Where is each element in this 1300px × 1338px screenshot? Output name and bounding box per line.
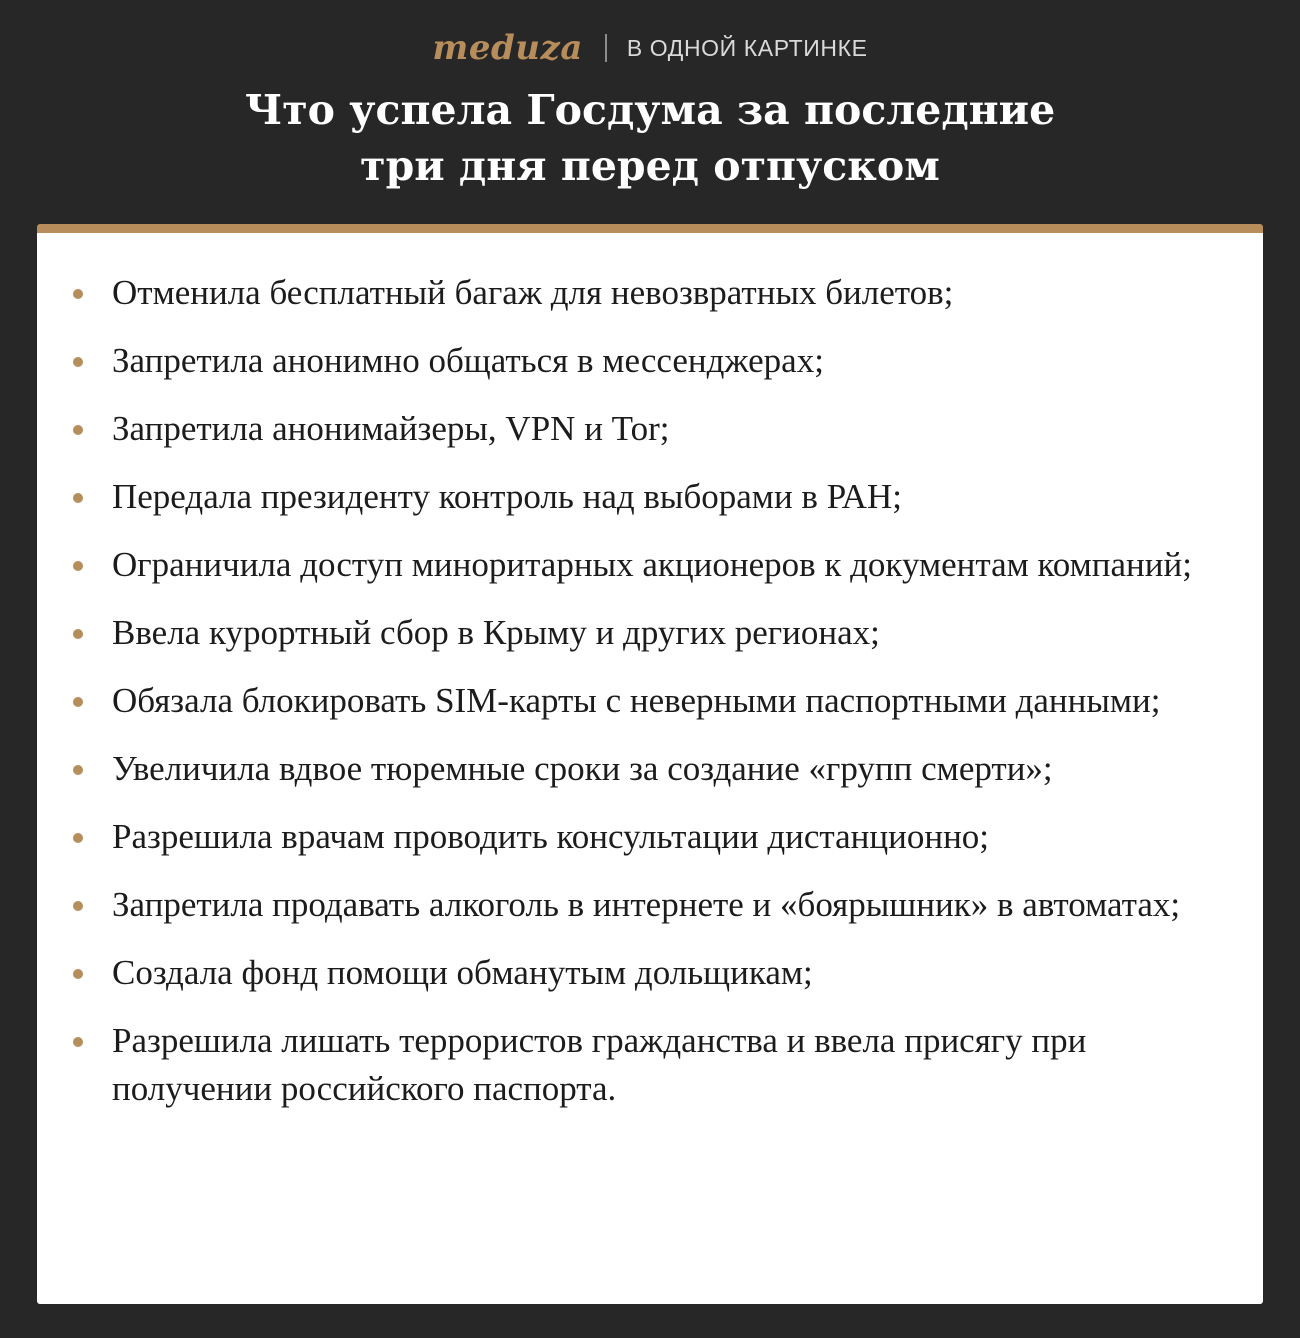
brand-row — [0, 24, 1300, 72]
bullet-dot-icon — [73, 561, 83, 571]
bullet-dot-icon — [73, 493, 83, 503]
page-title-line-2: три дня перед отпуском — [360, 142, 940, 190]
bullet-dot-icon — [73, 357, 83, 367]
list-item-text: Ограничила доступ миноритарных акционеров к документам компаний; — [112, 545, 1192, 584]
list-item — [37, 473, 1233, 521]
list-item-text: Запретила продавать алкоголь в интернете и «боярышник» в автоматах; — [112, 885, 1181, 924]
list-item-text: Разрешила врачам проводить консультации дистанционно; — [112, 817, 990, 856]
bullet-dot-icon — [73, 289, 83, 299]
brand-divider — [605, 34, 607, 62]
bullet-dot-icon — [73, 901, 83, 911]
bullet-dot-icon — [73, 833, 83, 843]
list-item — [37, 949, 1233, 997]
list-item-text: Разрешила лишать террористов гражданства и ввела присягу при получении российского паспорта. — [112, 1021, 1087, 1108]
list-item-text: Обязала блокировать SIM-карты с неверными паспортными данными; — [112, 681, 1161, 720]
list-item-text: Увеличила вдвое тюремные сроки за создание «групп смерти»; — [112, 749, 1053, 788]
list-item — [37, 745, 1233, 793]
bullet-dot-icon — [73, 1037, 83, 1047]
list-item — [37, 337, 1233, 385]
list-item — [37, 1017, 1233, 1113]
list-item-text: Ввела курортный сбор в Крыму и других регионах; — [112, 613, 880, 652]
section-label[interactable]: В ОДНОЙ КАРТИНКЕ — [626, 35, 868, 61]
list-item — [37, 541, 1233, 589]
bullet-dot-icon — [73, 425, 83, 435]
list-item-text: Создала фонд помощи обманутым дольщикам; — [112, 953, 813, 992]
page-title-line-1: Что успела Госдума за последние — [244, 86, 1056, 134]
list-item — [37, 609, 1233, 657]
bullet-dot-icon — [73, 629, 83, 639]
list-item — [37, 881, 1233, 929]
bullet-dot-icon — [73, 969, 83, 979]
bullet-dot-icon — [73, 697, 83, 707]
bullet-dot-icon — [73, 765, 83, 775]
list-item — [37, 677, 1233, 725]
list-item — [37, 813, 1233, 861]
list-item-text: Запретила анонимайзеры, VPN и Tor; — [112, 409, 670, 448]
list-item — [37, 269, 1233, 317]
meduza-logo[interactable]: meduza — [432, 28, 583, 68]
list-item-text: Запретила анонимно общаться в мессенджерах; — [112, 341, 824, 380]
law-list — [37, 233, 1263, 1113]
list-item-text: Передала президенту контроль над выборами в РАН; — [112, 477, 902, 516]
list-item — [37, 405, 1233, 453]
content-card — [37, 224, 1263, 1304]
header — [0, 0, 1300, 224]
page-title — [0, 82, 1300, 194]
list-item-text: Отменила бесплатный багаж для невозвратных билетов; — [112, 273, 954, 312]
